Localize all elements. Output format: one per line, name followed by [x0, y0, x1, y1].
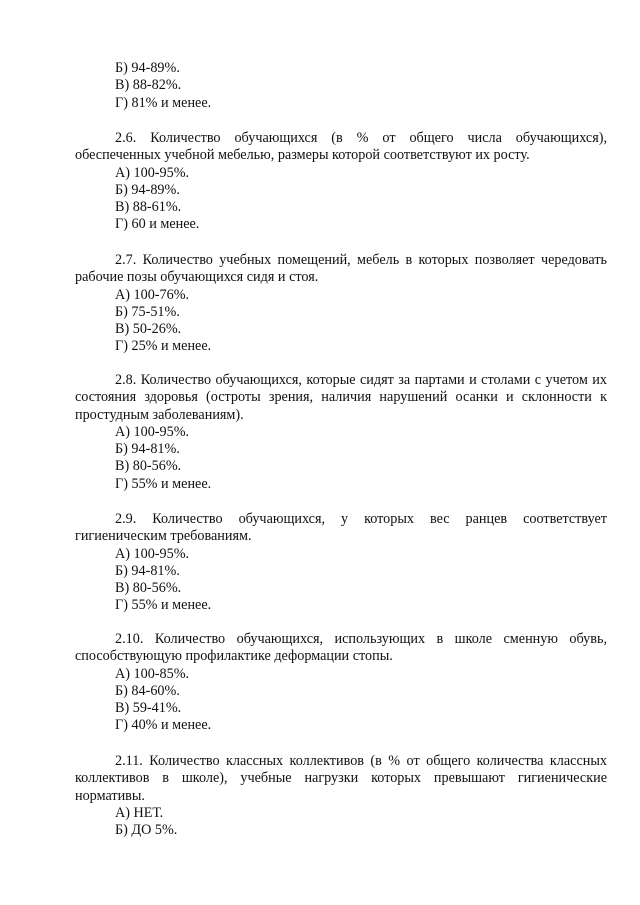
answer-option: А) 100-76%.: [115, 286, 190, 303]
answer-option: А) НЕТ.: [115, 804, 164, 821]
answer-option: Б) 94-89%.: [115, 60, 180, 76]
answer-option: Б) 75-51%.: [115, 303, 180, 320]
answer-option: Г) 81% и менее.: [115, 94, 212, 111]
answer-option: В) 59-41%.: [115, 700, 182, 717]
answer-option: Г) 60 и менее.: [115, 216, 200, 233]
question-text: 2.7. Количество учебных помещений, мебель в которых позволяет чередовать рабочие позы обучающихся сидя и стоя.: [75, 252, 607, 286]
answer-option: Г) 55% и менее.: [115, 475, 212, 492]
answer-option: Б) 94-81%.: [115, 562, 180, 579]
answer-option: Б) 84-60%.: [115, 682, 180, 699]
answer-option: А) 100-95%.: [115, 164, 190, 181]
question-text: 2.11. Количество классных коллективов (в % от общего количества классных коллективов в школе), учебные нагрузки которых превышают гигиенические нормативы.: [75, 753, 607, 804]
answer-option: А) 100-95%.: [115, 545, 190, 562]
question-2-10: [75, 631, 607, 735]
question-2-7: [75, 252, 607, 356]
answer-option: А) 100-85%.: [115, 665, 190, 682]
answer-option: В) 80-56%.: [115, 458, 182, 475]
intro-options: [75, 60, 607, 112]
question-text: 2.9. Количество обучающихся, у которых вес ранцев соответствует гигиеническим требованиям.: [75, 511, 607, 545]
question-2-8: [75, 372, 607, 493]
question-text: 2.6. Количество обучающихся (в % от общего числа обучающихся), обеспеченных учебной мебелью, размеры которой соответствуют их росту.: [75, 130, 607, 164]
answer-option: Г) 25% и менее.: [115, 338, 212, 355]
answer-option: А) 100-95%.: [115, 423, 190, 440]
question-2-11: [75, 753, 607, 839]
answer-option: Б) ДО 5%.: [115, 822, 178, 839]
answer-option: Г) 55% и менее.: [115, 597, 212, 614]
answer-option: В) 88-61%.: [115, 199, 182, 216]
answer-option: В) 80-56%.: [115, 580, 182, 597]
question-2-6: [75, 130, 607, 234]
answer-option: В) 50-26%.: [115, 321, 182, 338]
answer-option: Б) 94-81%.: [115, 441, 180, 458]
question-2-9: [75, 511, 607, 615]
answer-option: Б) 94-89%.: [115, 181, 180, 198]
question-text: 2.8. Количество обучающихся, которые сидят за партами и столами с учетом их состояния здоровья (остроты зрения, наличия нарушений осанки и склонности к простудным заболеваниям).: [75, 372, 607, 423]
answer-option: В) 88-82%.: [115, 77, 182, 94]
answer-option: Г) 40% и менее.: [115, 717, 212, 734]
question-text: 2.10. Количество обучающихся, использующих в школе сменную обувь, способствующую профилактике деформации стопы.: [75, 631, 607, 665]
